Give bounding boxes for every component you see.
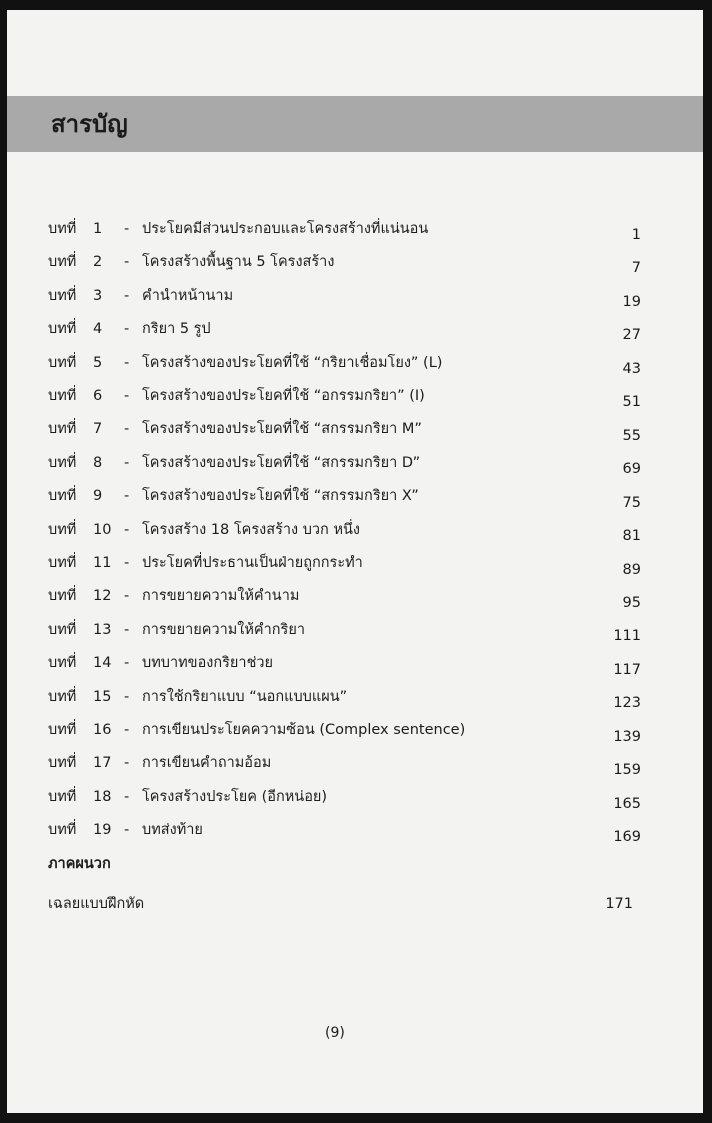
toc-entry	[7, 582, 703, 610]
chapter-label: บทที่	[48, 221, 77, 237]
chapter-page-number: 159	[613, 762, 641, 779]
toc-entry	[7, 816, 703, 844]
separator-dash: -	[124, 354, 130, 371]
toc-entry	[7, 616, 703, 644]
separator-dash: -	[124, 788, 130, 805]
chapter-label: บทที่	[48, 588, 77, 605]
separator-dash: -	[124, 555, 130, 571]
appendix-entry	[7, 890, 703, 918]
chapter-number: 15	[93, 688, 112, 705]
toc-entry	[7, 382, 703, 410]
toc-entry	[7, 449, 703, 477]
chapter-title: โครงสร้างของประโยคที่ใช้ “อกรรมกริยา” (I)	[142, 388, 425, 404]
separator-dash: -	[124, 254, 130, 271]
chapter-number: 8	[93, 454, 103, 471]
toc-entry	[7, 649, 703, 677]
chapter-page-number: 55	[622, 427, 641, 444]
chapter-title: โครงสร้างของประโยคที่ใช้ “สกรรมกริยา M”	[142, 421, 422, 438]
separator-dash: -	[124, 521, 130, 538]
toc-entry	[7, 349, 703, 377]
chapter-page-number: 75	[622, 494, 641, 511]
chapter-number: 19	[93, 822, 112, 839]
chapter-number: 3	[93, 287, 103, 304]
toc-entry	[7, 215, 703, 243]
chapter-number: 7	[93, 421, 103, 438]
chapter-page-number: 27	[622, 327, 641, 344]
chapter-number: 11	[93, 555, 112, 571]
chapter-title: การเขียนประโยคความซ้อน (Complex sentence)	[142, 722, 466, 738]
chapter-page-number: 81	[622, 528, 641, 545]
separator-dash: -	[124, 421, 130, 438]
footer-page-number: (9)	[325, 1025, 345, 1041]
chapter-title: คำนำหน้านาม	[142, 287, 234, 304]
chapter-title: บทส่งท้าย	[142, 822, 203, 839]
toc-entry	[7, 549, 703, 577]
separator-dash: -	[124, 822, 130, 839]
page-title: สารบัญ	[51, 110, 128, 138]
chapter-label: บทที่	[48, 287, 77, 304]
toc-entry	[7, 282, 703, 310]
chapter-page-number: 165	[613, 795, 641, 812]
chapter-label: บทที่	[48, 254, 77, 271]
separator-dash: -	[124, 722, 130, 738]
separator-dash: -	[124, 287, 130, 304]
chapter-label: บทที่	[48, 421, 77, 438]
chapter-title: โครงสร้างของประโยคที่ใช้ “สกรรมกริยา X”	[142, 488, 419, 505]
separator-dash: -	[124, 388, 130, 404]
chapter-page-number: 1	[631, 227, 641, 243]
separator-dash: -	[124, 655, 130, 672]
separator-dash: -	[124, 488, 130, 505]
appendix-page-number: 171	[605, 896, 633, 912]
chapter-page-number: 7	[631, 260, 641, 277]
chapter-number: 1	[93, 221, 103, 237]
chapter-label: บทที่	[48, 354, 77, 371]
chapter-title: ประโยคมีส่วนประกอบและโครงสร้างที่แน่นอน	[142, 221, 429, 237]
chapter-page-number: 69	[622, 461, 641, 478]
header-band	[7, 96, 703, 152]
chapter-page-number: 19	[622, 293, 641, 310]
chapter-title: ประโยคที่ประธานเป็นฝ่ายถูกกระทำ	[142, 555, 363, 571]
chapter-title: โครงสร้าง 18 โครงสร้าง บวก หนึ่ง	[142, 521, 360, 538]
chapter-label: บทที่	[48, 454, 77, 471]
chapter-number: 4	[93, 321, 103, 338]
separator-dash: -	[124, 621, 130, 638]
chapter-page-number: 51	[622, 394, 641, 411]
chapter-number: 5	[93, 354, 103, 371]
chapter-label: บทที่	[48, 321, 77, 338]
chapter-title: บทบาทของกริยาช่วย	[142, 655, 274, 672]
chapter-page-number: 117	[613, 661, 641, 678]
separator-dash: -	[124, 454, 130, 471]
chapter-label: บทที่	[48, 555, 77, 571]
chapter-title: โครงสร้างพื้นฐาน 5 โครงสร้าง	[142, 254, 335, 271]
chapter-number: 16	[93, 722, 112, 738]
chapter-number: 17	[93, 755, 112, 772]
chapter-page-number: 123	[613, 695, 641, 712]
chapter-number: 9	[93, 488, 103, 505]
chapter-title: โครงสร้างของประโยคที่ใช้ “กริยาเชื่อมโยง” (L)	[142, 354, 443, 371]
chapter-title: การขยายความให้คำกริยา	[142, 621, 305, 638]
chapter-label: บทที่	[48, 822, 77, 839]
chapter-title: โครงสร้างของประโยคที่ใช้ “สกรรมกริยา D”	[142, 454, 421, 471]
chapter-title: การเขียนคำถามอ้อม	[142, 755, 272, 772]
chapter-number: 12	[93, 588, 112, 605]
appendix-title: เฉลยแบบฝึกหัด	[48, 896, 145, 912]
separator-dash: -	[124, 221, 130, 237]
separator-dash: -	[124, 588, 130, 605]
toc-entry	[7, 783, 703, 811]
toc-entry	[7, 415, 703, 443]
chapter-number: 10	[93, 521, 112, 538]
separator-dash: -	[124, 321, 130, 338]
chapter-label: บทที่	[48, 655, 77, 672]
chapter-number: 13	[93, 621, 112, 638]
chapter-label: บทที่	[48, 755, 77, 772]
chapter-label: บทที่	[48, 521, 77, 538]
chapter-label: บทที่	[48, 788, 77, 805]
chapter-label: บทที่	[48, 488, 77, 505]
toc-entry	[7, 315, 703, 343]
chapter-label: บทที่	[48, 722, 77, 738]
chapter-number: 14	[93, 655, 112, 672]
chapter-page-number: 111	[613, 628, 641, 645]
toc-entry	[7, 482, 703, 510]
chapter-page-number: 89	[622, 561, 641, 578]
chapter-number: 6	[93, 388, 103, 404]
toc-entry	[7, 749, 703, 777]
toc-entry	[7, 683, 703, 711]
chapter-title: การใช้กริยาแบบ “นอกแบบแผน”	[142, 688, 348, 705]
chapter-title: โครงสร้างประโยค (อีกหน่อย)	[142, 788, 328, 805]
appendix-heading: ภาคผนวก	[48, 856, 111, 872]
chapter-page-number: 43	[622, 360, 641, 377]
separator-dash: -	[124, 755, 130, 772]
chapter-label: บทที่	[48, 688, 77, 705]
chapter-page-number: 169	[613, 829, 641, 846]
toc-entry	[7, 516, 703, 544]
document-page	[7, 10, 703, 1113]
separator-dash: -	[124, 688, 130, 705]
chapter-label: บทที่	[48, 621, 77, 638]
chapter-page-number: 139	[613, 728, 641, 745]
toc-entry	[7, 716, 703, 744]
chapter-title: กริยา 5 รูป	[142, 321, 211, 338]
chapter-title: การขยายความให้คำนาม	[142, 588, 300, 605]
chapter-number: 2	[93, 254, 103, 271]
chapter-label: บทที่	[48, 388, 77, 404]
chapter-page-number: 95	[622, 594, 641, 611]
chapter-number: 18	[93, 788, 112, 805]
toc-entry	[7, 248, 703, 276]
